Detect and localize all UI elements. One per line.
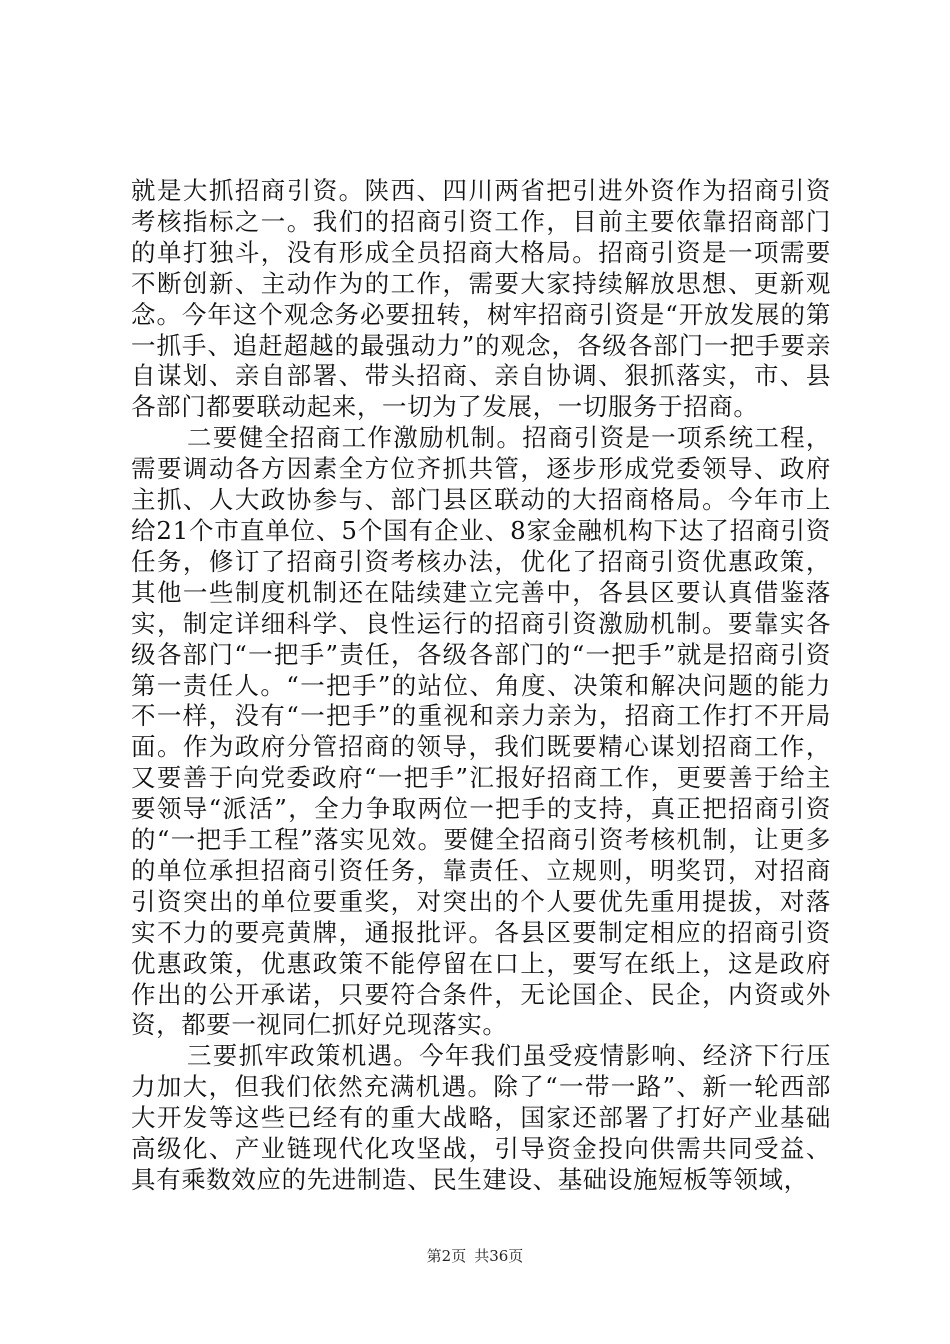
paragraph-policy-opportunity: 三要抓牢政策机遇。今年我们虽受疫情影响、经济下行压力加大，但我们依然充满机遇。除了“一带一路”、新一轮西部大开发等这些已经有的重大战略，国家还部署了打好产业基础高级化、产业链现代化攻坚战，引导资金投向供需共同受益、具有乘数效应的先进制造、民生建设、基础设施短板等领域， [131,1041,831,1194]
page-total: 共36页 [474,1247,524,1265]
paragraph-continued: 就是大抓招商引资。陕西、四川两省把引进外资作为招商引资考核指标之一。我们的招商引资工作，目前主要依靠招商部门的单打独斗，没有形成全员招商大格局。招商引资是一项需要不断创新、主动作为的工作，需要大家持续解放思想、更新观念。今年这个观念务必要扭转，树牢招商引资是“开放发展的第一抓手、追赶超越的最强动力”的观念，各级各部门一把手要亲自谋划、亲自部署、带头招商、亲自协调、狠抓落实，市、县各部门都要联动起来，一切为了发展，一切服务于招商。 [131,176,831,422]
page-footer [0,1246,950,1266]
page-number: 第2页 [426,1247,467,1265]
document-body [131,176,831,1196]
paragraph-incentive-mechanism: 二要健全招商工作激励机制。招商引资是一项系统工程，需要调动各方因素全方位齐抓共管，逐步形成党委领导、政府主抓、人大政协参与、部门县区联动的大招商格局。今年市上给21个市直单位、5个国有企业、8家金融机构下达了招商引资任务，修订了招商引资考核办法，优化了招商引资优惠政策，其他一些制度机制还在陆续建立完善中，各县区要认真借鉴落实，制定详细科学、良性运行的招商引资激励机制。要靠实各级各部门“一把手”责任，各级各部门的“一把手”就是招商引资第一责任人。“一把手”的站位、角度、决策和解决问题的能力不一样，没有“一把手”的重视和亲力亲为，招商工作打不开局面。作为政府分管招商的领导，我们既要精心谋划招商工作，又要善于向党委政府“一把手”汇报好招商工作，更要善于给主要领导“派活”，全力争取两位一把手的支持，真正把招商引资的“一把手工程”落实见效。要健全招商引资考核机制，让更多的单位承担招商引资任务，靠责任、立规则，明奖罚，对招商引资突出的单位要重奖，对突出的个人要优先重用提拔，对落实不力的要亮黄牌，通报批评。各县区要制定相应的招商引资优惠政策，优惠政策不能停留在口上，要写在纸上，这是政府作出的公开承诺，只要符合条件，无论国企、民企，内资或外资，都要一视同仁抓好兑现落实。 [131,423,831,1040]
